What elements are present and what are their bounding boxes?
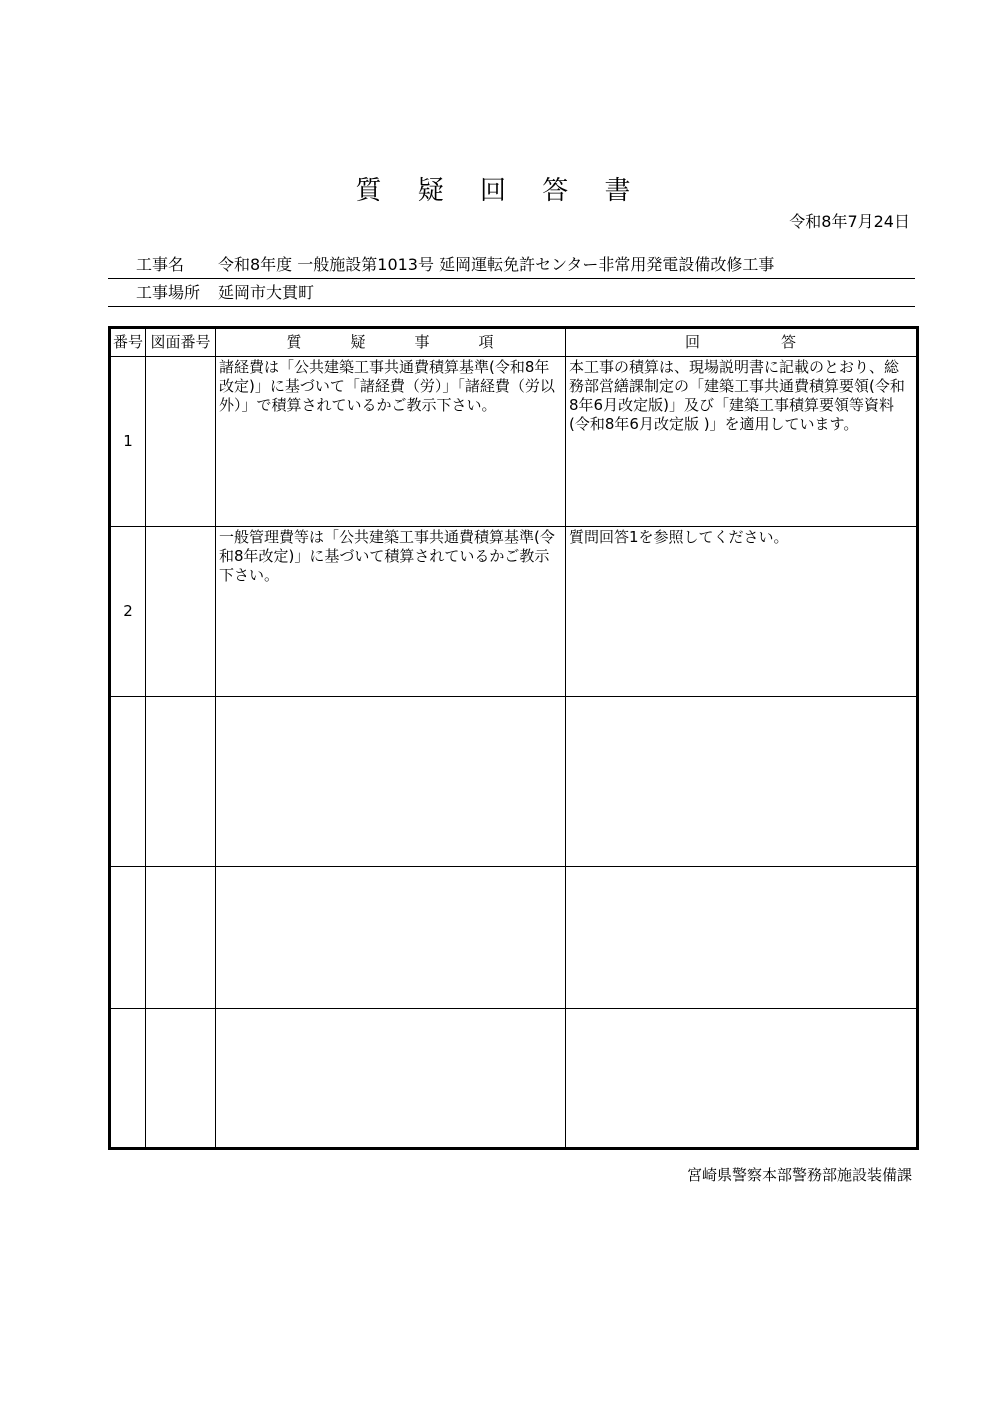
qa-table-header	[110, 328, 918, 357]
row-drawing-number	[146, 867, 216, 1009]
document-date: 令和8年7月24日	[789, 212, 910, 231]
row-answer	[566, 697, 918, 867]
row-question	[216, 867, 566, 1009]
row-question: 一般管理費等は「公共建築工事共通費積算基準(令和8年改定)」に基づいて積算されているかご教示下さい。	[216, 527, 566, 697]
document-title: 質 疑 回 答 書	[355, 176, 645, 206]
table-row	[110, 527, 918, 697]
row-number	[110, 867, 146, 1009]
row-number	[110, 697, 146, 867]
project-name-row	[108, 251, 915, 279]
row-drawing-number	[146, 1009, 216, 1149]
project-name-value: 令和8年度 一般施設第1013号 延岡運転免許センター非常用発電設備改修工事	[218, 255, 775, 274]
project-location-label: 工事場所	[136, 283, 201, 302]
row-number: 2	[110, 527, 146, 697]
header-drawing-number: 図面番号	[146, 328, 216, 357]
qa-table	[108, 326, 919, 1150]
table-row	[110, 1009, 918, 1149]
row-answer: 本工事の積算は、現場説明書に記載のとおり、総務部営繕課制定の「建築工事共通費積算要領(令和8年6月改定版)」及び「建築工事積算要領等資料(令和8年6月改定版 )」を適用しています。	[566, 357, 918, 527]
row-answer	[566, 1009, 918, 1149]
header-answer: 回 答	[566, 328, 918, 357]
project-location-row	[108, 279, 915, 307]
row-question	[216, 697, 566, 867]
table-row	[110, 697, 918, 867]
project-name-label: 工事名	[136, 255, 185, 274]
table-row	[110, 867, 918, 1009]
header-number: 番号	[110, 328, 146, 357]
row-drawing-number	[146, 357, 216, 527]
row-number	[110, 1009, 146, 1149]
row-drawing-number	[146, 697, 216, 867]
project-location-value: 延岡市大貫町	[218, 283, 315, 302]
row-question	[216, 1009, 566, 1149]
header-question: 質 疑 事 項	[216, 328, 566, 357]
row-number: 1	[110, 357, 146, 527]
row-answer: 質問回答1を参照してください。	[566, 527, 918, 697]
row-question: 諸経費は「公共建築工事共通費積算基準(令和8年改定)」に基づいて「諸経費（労）」「諸経費（労以外）」で積算されているかご教示下さい。	[216, 357, 566, 527]
footer-organization: 宮崎県警察本部警務部施設装備課	[686, 1166, 912, 1184]
row-answer	[566, 867, 918, 1009]
row-drawing-number	[146, 527, 216, 697]
table-row	[110, 357, 918, 527]
